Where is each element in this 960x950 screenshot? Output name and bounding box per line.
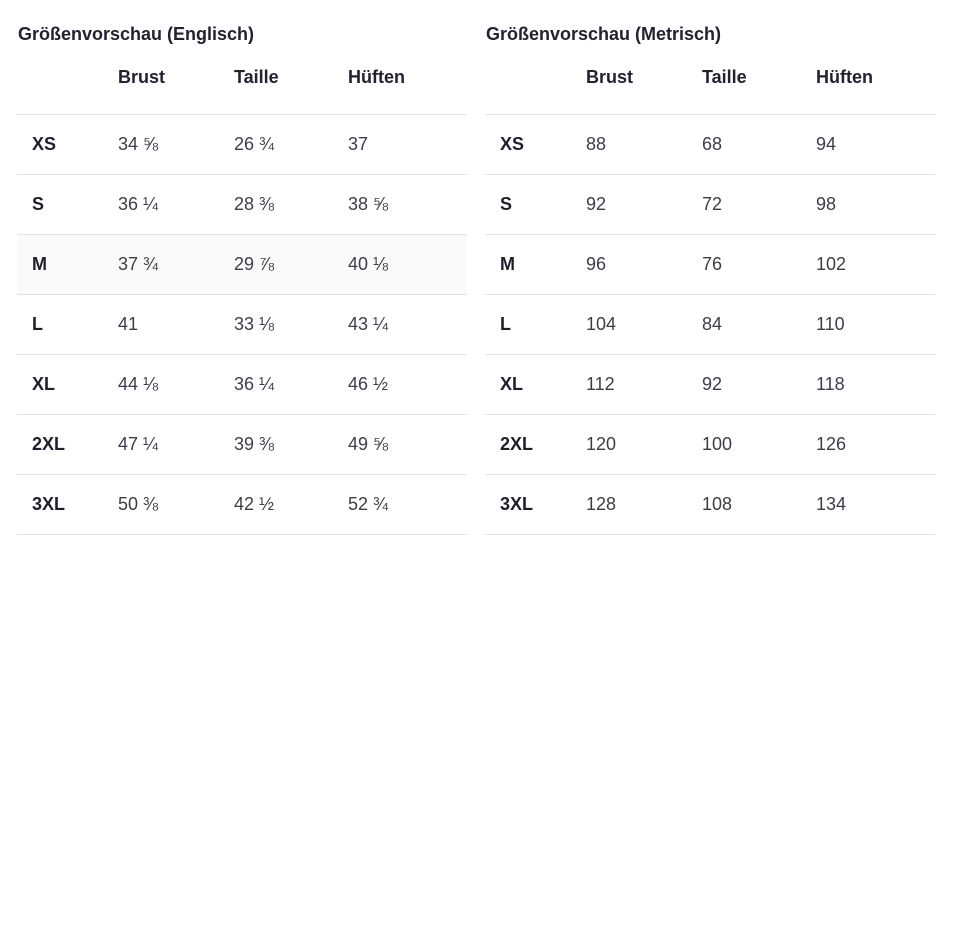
table-header-row [17, 58, 467, 114]
taille-value: 36 ¼ [234, 354, 348, 414]
size-label: L [17, 294, 118, 354]
brust-value: 36 ¼ [118, 174, 234, 234]
size-label: L [485, 294, 586, 354]
taille-value: 29 ⅞ [234, 234, 348, 294]
table-row [485, 174, 935, 234]
table-row [17, 114, 467, 174]
brust-value: 128 [586, 474, 702, 534]
size-label: XS [17, 114, 118, 174]
brust-value: 41 [118, 294, 234, 354]
table-row [485, 114, 935, 174]
taille-value: 33 ⅛ [234, 294, 348, 354]
column-header-hueften: Hüften [816, 58, 935, 114]
taille-value: 100 [702, 414, 816, 474]
hueften-value: 52 ¾ [348, 474, 467, 534]
size-label: XL [485, 354, 586, 414]
taille-value: 68 [702, 114, 816, 174]
table-row [17, 294, 467, 354]
table-row [485, 294, 935, 354]
brust-value: 112 [586, 354, 702, 414]
table-row [17, 414, 467, 474]
size-label: XS [485, 114, 586, 174]
taille-value: 108 [702, 474, 816, 534]
size-label: 3XL [17, 474, 118, 534]
table-row [17, 474, 467, 534]
table-row [485, 354, 935, 414]
brust-value: 50 ⅜ [118, 474, 234, 534]
taille-value: 92 [702, 354, 816, 414]
hueften-value: 38 ⅝ [348, 174, 467, 234]
size-label: 3XL [485, 474, 586, 534]
brust-value: 104 [586, 294, 702, 354]
column-header-hueften: Hüften [348, 58, 467, 114]
table-row [485, 234, 935, 294]
hueften-value: 94 [816, 114, 935, 174]
size-chart-title: Größenvorschau (Englisch) [18, 24, 255, 44]
brust-value: 37 ¾ [118, 234, 234, 294]
hueften-value: 43 ¼ [348, 294, 467, 354]
size-table [17, 58, 467, 535]
table-row [485, 474, 935, 534]
brust-value: 92 [586, 174, 702, 234]
brust-value: 34 ⅝ [118, 114, 234, 174]
column-header-brust: Brust [118, 58, 234, 114]
taille-value: 76 [702, 234, 816, 294]
hueften-value: 40 ⅛ [348, 234, 467, 294]
taille-value: 84 [702, 294, 816, 354]
table-row [485, 414, 935, 474]
taille-value: 72 [702, 174, 816, 234]
column-header-size [17, 58, 118, 114]
column-header-size [485, 58, 586, 114]
hueften-value: 46 ½ [348, 354, 467, 414]
column-header-taille: Taille [702, 58, 816, 114]
size-label: M [17, 234, 118, 294]
hueften-value: 110 [816, 294, 935, 354]
brust-value: 88 [586, 114, 702, 174]
size-label: S [17, 174, 118, 234]
brust-value: 47 ¼ [118, 414, 234, 474]
table-header-row [485, 58, 935, 114]
size-chart-title: Größenvorschau (Metrisch) [486, 24, 722, 44]
size-table [485, 58, 935, 535]
size-label: 2XL [485, 414, 586, 474]
hueften-value: 49 ⅝ [348, 414, 467, 474]
table-row [17, 354, 467, 414]
brust-value: 120 [586, 414, 702, 474]
brust-value: 96 [586, 234, 702, 294]
taille-value: 26 ¾ [234, 114, 348, 174]
hueften-value: 37 [348, 114, 467, 174]
table-row [17, 174, 467, 234]
size-label: 2XL [17, 414, 118, 474]
column-header-brust: Brust [586, 58, 702, 114]
size-label: S [485, 174, 586, 234]
brust-value: 44 ⅛ [118, 354, 234, 414]
hueften-value: 98 [816, 174, 935, 234]
taille-value: 28 ⅜ [234, 174, 348, 234]
hueften-value: 126 [816, 414, 935, 474]
hueften-value: 134 [816, 474, 935, 534]
column-header-taille: Taille [234, 58, 348, 114]
taille-value: 39 ⅜ [234, 414, 348, 474]
hueften-value: 118 [816, 354, 935, 414]
size-label: M [485, 234, 586, 294]
taille-value: 42 ½ [234, 474, 348, 534]
table-row [17, 234, 467, 294]
hueften-value: 102 [816, 234, 935, 294]
size-label: XL [17, 354, 118, 414]
